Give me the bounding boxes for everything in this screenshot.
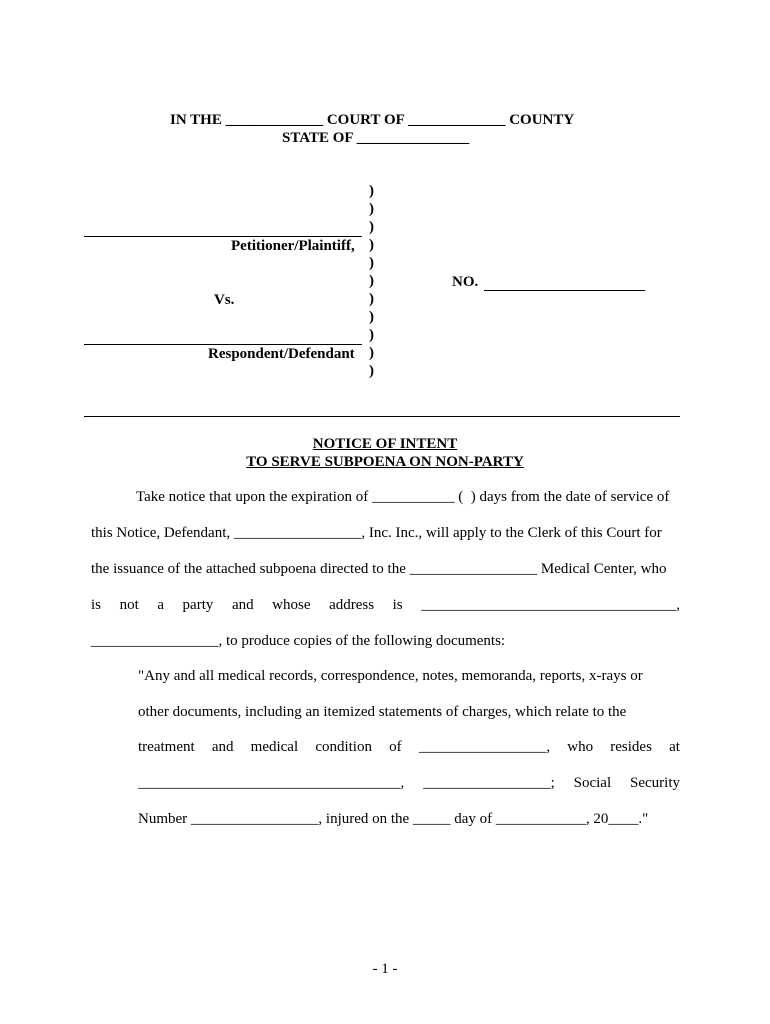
word: condition [315, 739, 372, 755]
word: __________________________________, [421, 597, 680, 613]
quote-line: Number _________________, injured on the _____ day of ____________, 20____." [138, 811, 649, 827]
word: and [231, 597, 254, 613]
quote-line-justified [138, 775, 680, 792]
caption-paren: ) [369, 183, 374, 199]
page-number: - 1 - [372, 961, 398, 977]
caption-paren: ) [369, 255, 374, 271]
body-line: this Notice, Defendant, _________________, Inc. Inc., will apply to the Clerk of this Court for [91, 525, 662, 541]
state-line: STATE OF _______________ [282, 130, 470, 146]
case-number-line [484, 290, 645, 291]
word: address [329, 597, 375, 613]
word: Security [630, 775, 680, 791]
word: at [669, 739, 680, 755]
quote-line-justified [138, 739, 680, 756]
word: medical [250, 739, 299, 755]
petitioner-label: Petitioner/Plaintiff, [231, 238, 355, 254]
respondent-label: Respondent/Defendant [208, 346, 355, 362]
caption-paren: ) [369, 363, 374, 379]
word: who [567, 739, 594, 755]
word: and [211, 739, 234, 755]
caption-paren: ) [369, 237, 374, 253]
caption-paren: ) [369, 327, 374, 343]
respondent-signature-line [84, 344, 362, 345]
vs-label: Vs. [214, 292, 235, 308]
caption-paren: ) [369, 291, 374, 307]
word: of [389, 739, 402, 755]
word: is [91, 597, 102, 613]
petitioner-signature-line [84, 236, 362, 237]
document-title-line2: TO SERVE SUBPOENA ON NON-PARTY [246, 454, 524, 470]
caption-paren: ) [369, 309, 374, 325]
word: Social [573, 775, 612, 791]
caption-paren: ) [369, 219, 374, 235]
case-number-label: NO. [452, 274, 479, 290]
caption-paren: ) [369, 273, 374, 289]
caption-divider [84, 416, 680, 417]
document-title-line1: NOTICE OF INTENT [312, 436, 458, 452]
body-line: Take notice that upon the expiration of ___________ ( ) days from the date of service of [136, 489, 670, 505]
word: _________________; [423, 775, 555, 791]
word: whose [272, 597, 311, 613]
caption-paren: ) [369, 345, 374, 361]
body-line-justified [91, 597, 680, 614]
body-line: the issuance of the attached subpoena directed to the _________________ Medical Center, who [91, 561, 667, 577]
word: a [157, 597, 164, 613]
word: party [182, 597, 214, 613]
word: treatment [138, 739, 195, 755]
word: ___________________________________, [138, 775, 405, 791]
caption-paren: ) [369, 201, 374, 217]
quote-line: other documents, including an itemized statements of charges, which relate to the [138, 704, 627, 720]
court-line: IN THE _____________ COURT OF _____________ COUNTY [170, 112, 575, 128]
body-line: _________________, to produce copies of the following documents: [91, 633, 506, 649]
word: not [119, 597, 139, 613]
quote-line: "Any and all medical records, correspondence, notes, memoranda, reports, x-rays or [138, 668, 643, 684]
word: is [392, 597, 403, 613]
word: _________________, [418, 739, 551, 755]
word: resides [610, 739, 652, 755]
